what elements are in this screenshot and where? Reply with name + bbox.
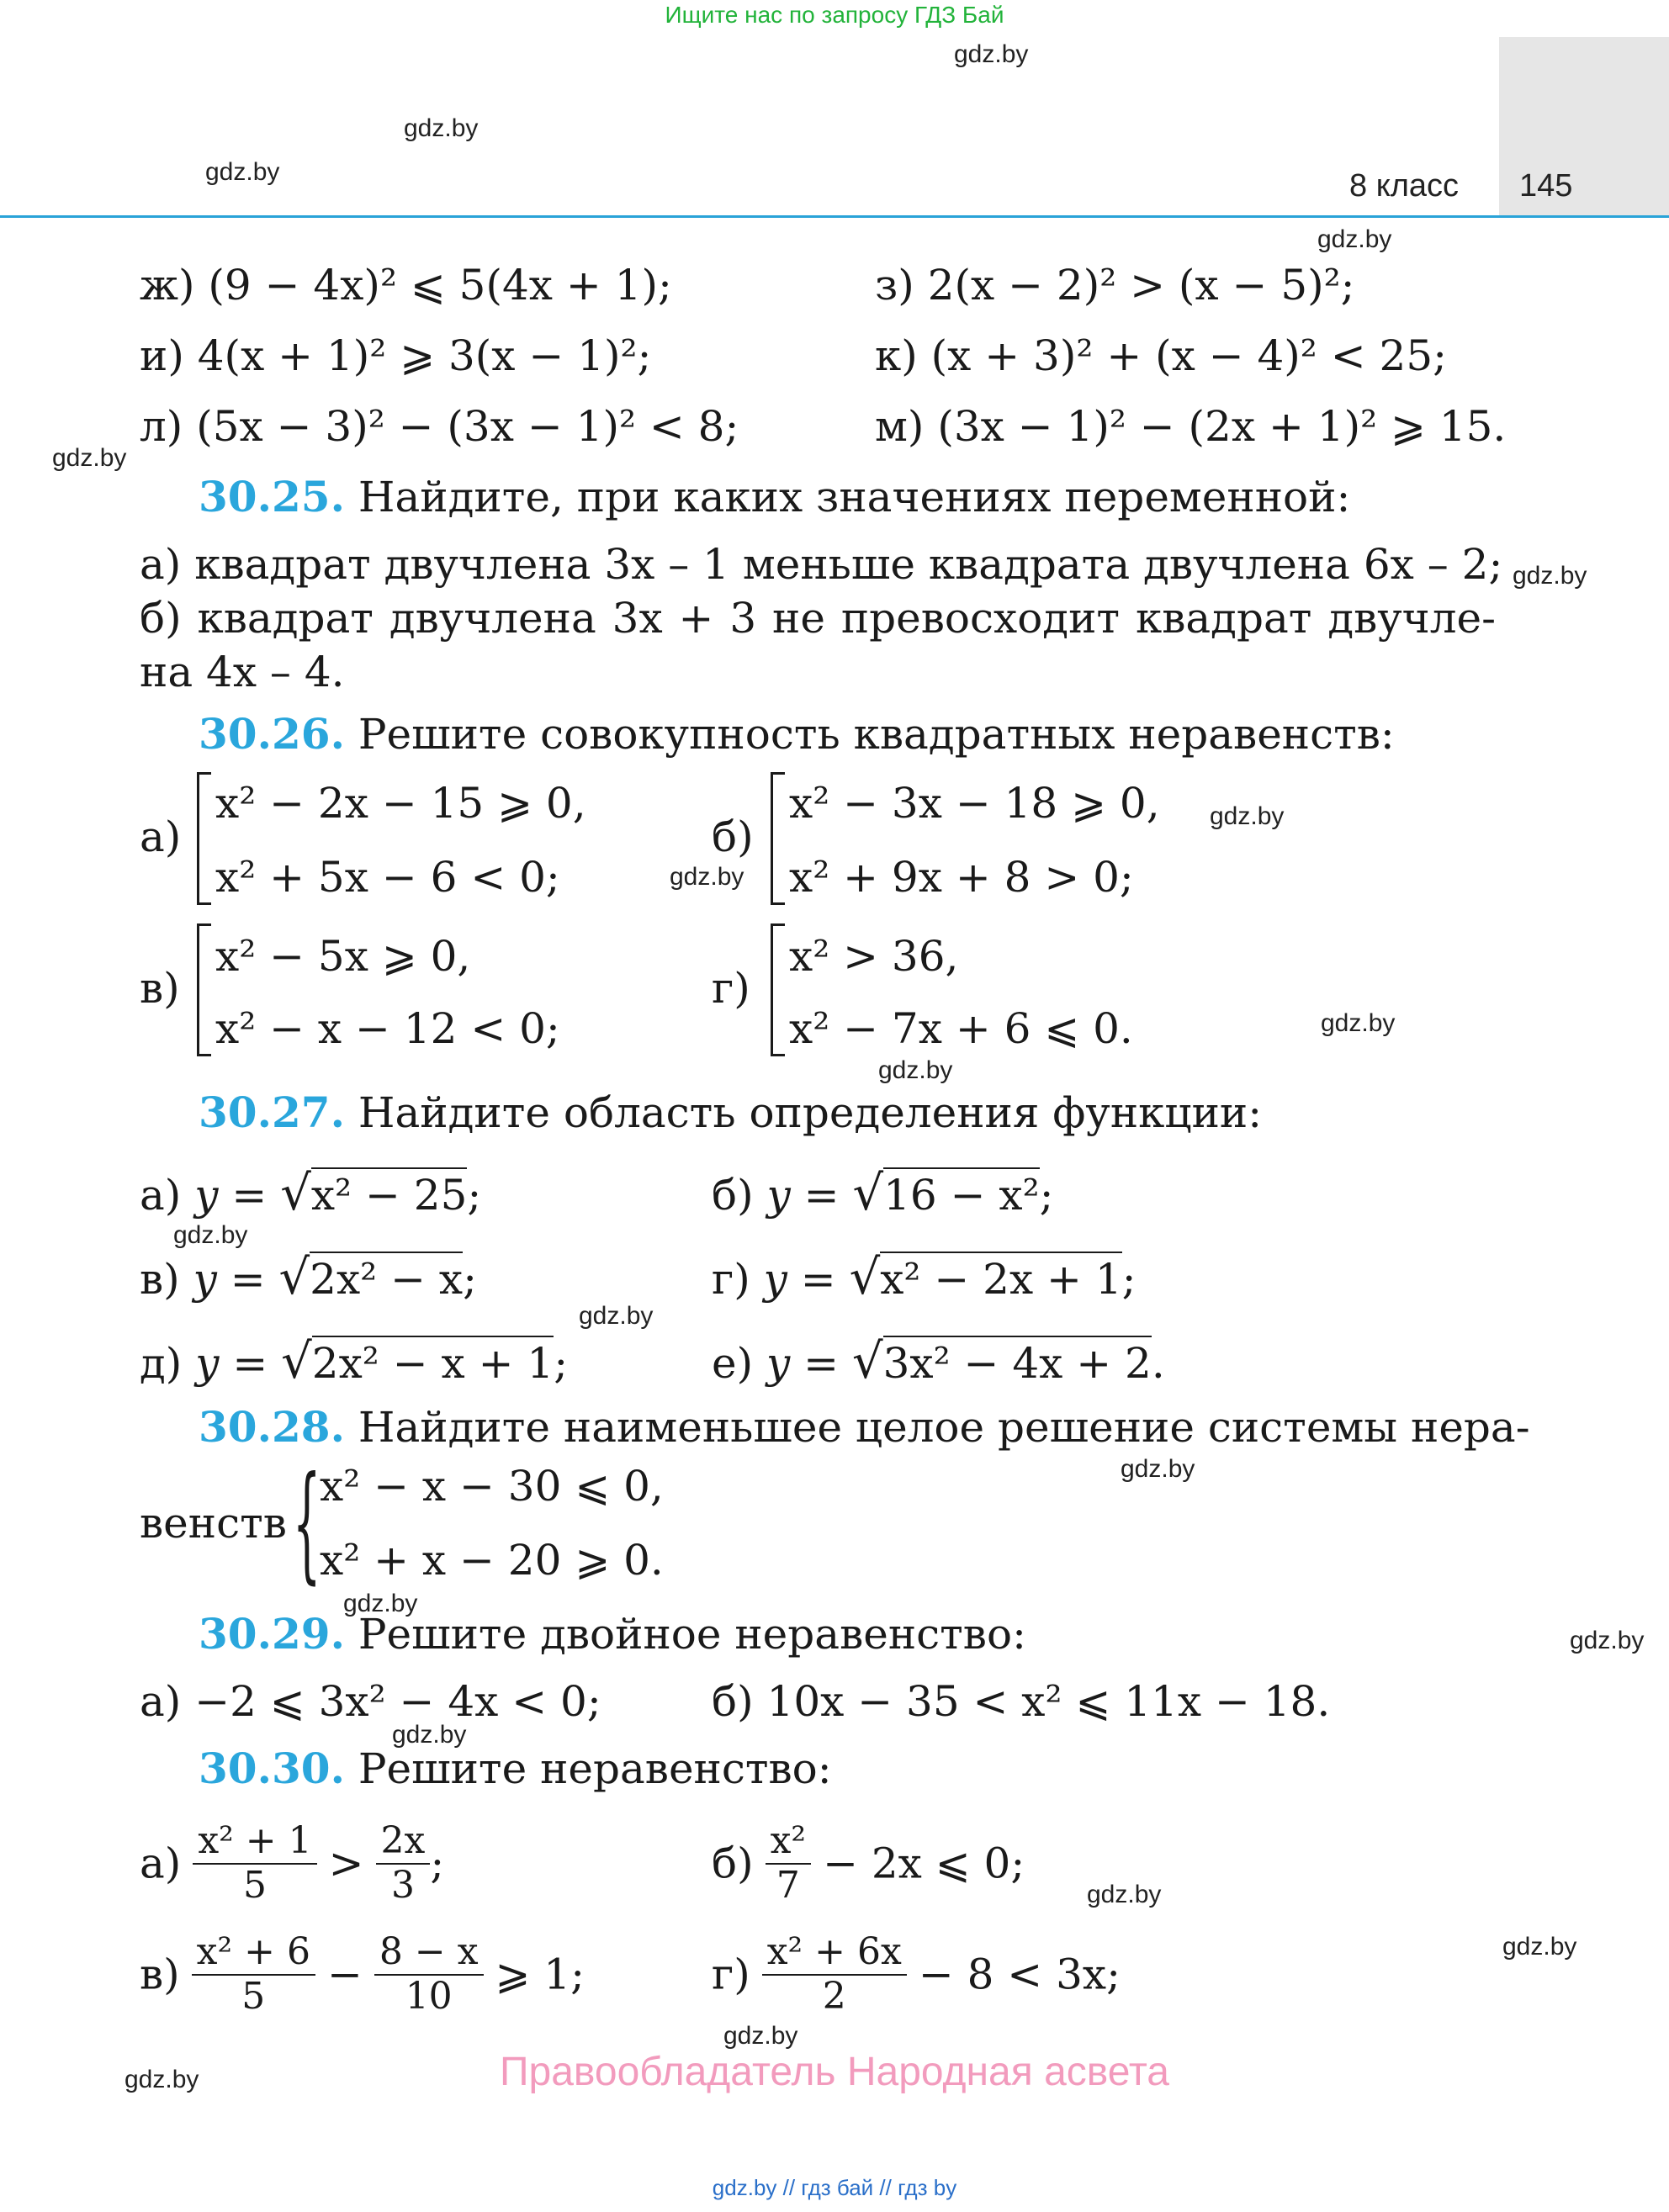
sqrt-icon: √ [278,1249,310,1305]
exercise-item [140,1820,444,1907]
exercise-title: Найдите наименьшее целое решение системы нера- [358,1403,1530,1452]
inequality-line: x² − 5x ⩾ 0, [215,932,471,981]
item-label: ж) [140,261,195,310]
denominator: 2 [822,1974,846,2018]
item-expression: (5x − 3)² − (3x − 1)² < 8; [196,402,739,451]
inequality-line: x² + x − 20 ⩾ 0. [320,1536,664,1585]
watermark: gdz.by [723,2022,798,2050]
fraction [192,1931,315,2018]
watermark: gdz.by [954,40,1029,68]
exercise-item [712,1931,1121,2018]
watermark: gdz.by [1513,562,1587,590]
numerator: x² + 6 [192,1931,315,1976]
exercise-number: 30.30. [199,1744,345,1793]
fraction [193,1820,316,1907]
item-label: в) [140,1950,180,1999]
radicand: 3x² − 4x + 2 [883,1336,1152,1388]
punctuation: ; [1039,1171,1054,1220]
page-number: 145 [1519,168,1573,204]
exercise-item [875,261,1355,310]
exercise-item [875,402,1507,451]
item-expression: 4(x + 1)² ⩾ 3(x − 1)²; [197,331,652,380]
set-bracket [771,772,773,905]
item-label: г) [712,1255,750,1304]
exercise-number: 30.26. [199,709,345,759]
set-bracket [197,772,199,905]
item-expression: (x + 3)² + (x − 4)² < 25; [930,331,1448,380]
item-label: а) [140,812,182,861]
operator: − [326,1950,363,1999]
set-bracket [197,923,199,1056]
exercise-number: 30.28. [199,1402,345,1452]
function-lhs: y = [763,1255,836,1304]
exercise-item: б) квадрат двучлена 3x + 3 не превосходит квадрат двучле- [140,594,1496,643]
fraction [762,1931,907,2018]
item-label: л) [140,402,183,451]
exercise-item: б) 10x − 35 < x² ⩽ 11x − 18. [712,1677,1331,1726]
punctuation: ; [1121,1255,1137,1304]
denominator: 5 [242,1863,267,1907]
system-brace-icon: { [293,1450,321,1596]
fraction [376,1820,431,1907]
item-label: г) [712,1950,750,1999]
sqrt-icon: √ [851,1333,883,1389]
operator: > [328,1839,364,1888]
copyright-credit: Правообладатель Народная асвета [500,2050,1169,2094]
sqrt-icon: √ [280,1165,311,1221]
exercise-item [140,402,739,451]
exercise-item: венств [140,1499,287,1548]
item-expression: (9 − 4x)² ⩽ 5(4x + 1); [208,261,672,310]
exercise-number: 30.29. [199,1609,345,1659]
watermark: gdz.by [1502,1933,1577,1961]
exercise-heading [199,1402,1530,1452]
inequality-line: x² − x − 12 < 0; [215,1004,560,1053]
header-rule [0,215,1669,218]
exercise-item [140,261,672,310]
inequality-line: x² + 9x + 8 > 0; [789,853,1134,902]
denominator: 10 [405,1974,453,2018]
item-label: б) [712,812,754,861]
exercise-item [140,331,652,380]
item-label: з) [875,261,914,310]
inequality-line: x² − 2x − 15 ⩾ 0, [215,779,586,828]
watermark: gdz.by [392,1721,467,1749]
set-bracket [771,923,773,1056]
exercise-title: Решите неравенство: [358,1744,832,1793]
item-label: м) [875,402,925,451]
inequality-line: x² − 7x + 6 ⩽ 0. [789,1004,1133,1053]
exercise-item: а) −2 ⩽ 3x² − 4x < 0; [140,1677,601,1726]
exercise-heading [199,709,1395,759]
item-label: б) [712,1171,754,1220]
radicand: 2x² − x [310,1252,463,1304]
inequality-line: x² − x − 30 ⩽ 0, [320,1462,664,1511]
denominator: 7 [776,1863,800,1907]
radicand: 2x² − x + 1 [312,1336,554,1388]
exercise-heading [199,1087,1263,1137]
function-lhs: y = [193,1255,266,1304]
watermark: gdz.by [1570,1627,1645,1654]
exercise-item [712,1333,1165,1389]
function-lhs: y = [195,1339,268,1388]
item-label: б) [712,1839,754,1888]
exercise-item [712,1165,1054,1221]
punctuation: ; [463,1255,477,1304]
exercise-title: Решите совокупность квадратных неравенств: [358,710,1395,759]
numerator: x² + 1 [193,1820,316,1865]
watermark: gdz.by [404,114,479,142]
watermark: gdz.by [52,444,127,472]
denominator: 5 [241,1974,266,2018]
radicand: x² − 2x + 1 [880,1252,1121,1304]
punctuation: ; [467,1171,482,1220]
punctuation: ; [554,1339,569,1388]
numerator: 8 − x [374,1931,484,1976]
denominator: 3 [390,1863,415,1907]
numerator: 2x [376,1820,431,1865]
item-label: и) [140,331,184,380]
sqrt-icon: √ [281,1333,312,1389]
expression-tail: − 2x ⩽ 0; [823,1839,1025,1888]
exercise-number: 30.27. [199,1087,345,1137]
fraction [766,1820,811,1907]
watermark: gdz.by [1087,1881,1162,1908]
watermark: gdz.by [1321,1009,1396,1037]
exercise-item [712,1249,1137,1305]
expression-tail: ⩾ 1; [495,1950,585,1999]
inequality-line: x² + 5x − 6 < 0; [215,853,560,902]
item-label: в) [140,964,180,1013]
exercise-title: Найдите область определения функции: [358,1088,1263,1137]
exercise-title: Найдите, при каких значениях переменной: [358,473,1351,521]
exercise-item: на 4x – 4. [140,648,345,696]
fraction [374,1931,484,2018]
watermark: gdz.by [579,1302,654,1330]
function-lhs: y = [194,1171,268,1220]
item-expression: 2(x − 2)² > (x − 5)²; [927,261,1355,310]
watermark: gdz.by [878,1056,953,1084]
item-label: а) [140,1839,182,1888]
numerator: x² [766,1820,811,1865]
watermark: gdz.by [205,158,280,186]
expression-tail: − 8 < 3x; [918,1950,1121,1999]
item-label: г) [712,964,750,1013]
item-label: е) [712,1339,754,1388]
function-lhs: y = [766,1171,840,1220]
watermark: gdz.by [125,2066,199,2093]
exercise-number: 30.25. [199,472,345,521]
item-expression: (3x − 1)² − (2x + 1)² ⩾ 15. [937,402,1507,451]
item-label: в) [140,1255,180,1304]
item-label: к) [875,331,918,380]
exercise-item [140,1249,477,1305]
item-label: а) [140,1171,182,1220]
sqrt-icon: √ [849,1249,881,1305]
watermark: gdz.by [1317,225,1392,253]
watermark: gdz.by [173,1221,248,1249]
exercise-item [712,1820,1025,1907]
watermark: gdz.by [670,863,744,891]
exercise-item [140,1931,585,2018]
radicand: 16 − x² [883,1167,1040,1220]
punctuation: ; [430,1839,445,1888]
sqrt-icon: √ [852,1165,884,1221]
radicand: x² − 25 [311,1167,468,1220]
exercise-heading [199,1609,1026,1659]
watermark: gdz.by [1121,1455,1195,1483]
punctuation: . [1151,1339,1165,1388]
exercise-item [140,1165,482,1221]
inequality-line: x² − 3x − 18 ⩾ 0, [789,779,1160,828]
footer-links[interactable]: gdz.by // гдз бай // гдз by [712,2175,957,2200]
exercise-heading [199,1744,832,1793]
function-lhs: y = [766,1339,840,1388]
watermark: gdz.by [1210,802,1285,830]
watermark: gdz.by [343,1590,418,1617]
inequality-line: x² > 36, [789,932,959,981]
item-label: д) [140,1339,183,1388]
exercise-heading [199,472,1351,521]
numerator: x² + 6x [762,1931,907,1976]
exercise-item [875,331,1448,380]
exercise-item: а) квадрат двучлена 3x – 1 меньше квадрата двучлена 6x – 2; [140,540,1503,589]
grade-label: 8 класс [1349,168,1460,204]
exercise-item [140,1333,569,1389]
top-notice: Ищите нас по запросу ГДЗ Бай [665,2,1004,28]
exercise-title: Решите двойное неравенство: [358,1610,1026,1659]
